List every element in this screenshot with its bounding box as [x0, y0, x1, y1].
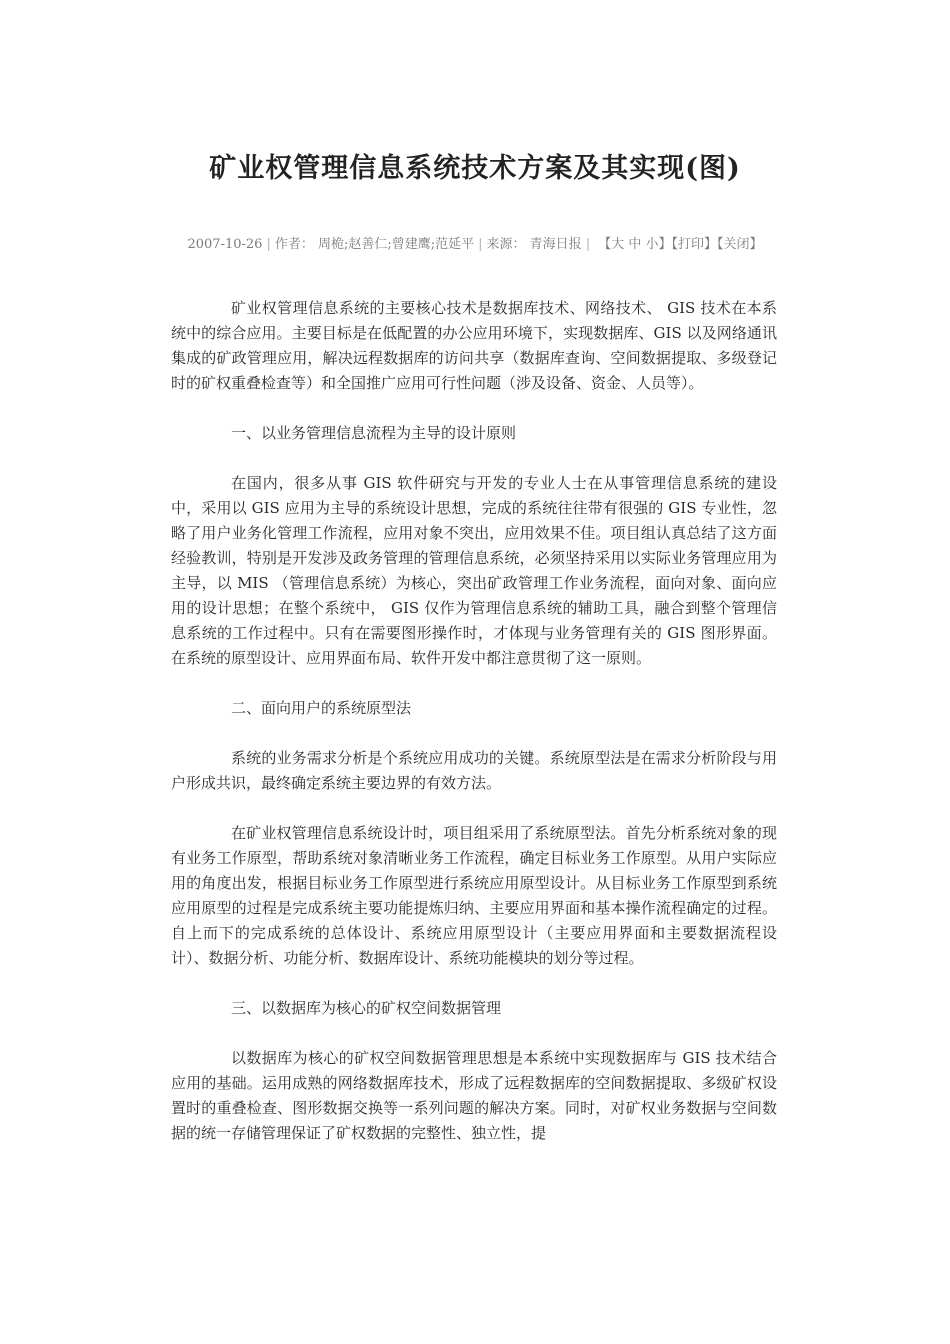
body-paragraph: 以数据库为核心的矿权空间数据管理思想是本系统中实现数据库与 GIS 技术结合应用的基础。运用成熟的网络数据库技术，形成了远程数据库的空间数据提取、多级矿权设置时的重叠检查、图形数据交换等一系列问题的解决方案。同时，对矿权业务数据与空间数据的统一存储管理保证了矿权数据的完整性、独立性，提 [171, 1049, 777, 1142]
author-label: 作者： [274, 237, 314, 252]
body-paragraph: 系统的业务需求分析是个系统应用成功的关键。系统原型法是在需求分析阶段与用户形成共识，最终确定系统主要边界的有效方法。 [171, 749, 777, 792]
source-label: 来源： [486, 237, 526, 252]
article-date: 2007-10-26 [187, 237, 263, 252]
font-size-control[interactable]: 【大 中 小】 [598, 237, 672, 252]
article-source: 青海日报 [529, 237, 582, 252]
meta-separator: | [585, 237, 591, 252]
close-link[interactable]: 【关闭】 [717, 237, 763, 252]
article-authors: 周桅;赵善仁;曾建鹰;范延平 [317, 237, 475, 252]
print-link[interactable]: 【打印】 [671, 237, 717, 252]
body-paragraph: 矿业权管理信息系统的主要核心技术是数据库技术、网络技术、 GIS 技术在本系统中的综合应用。主要目标是在低配置的办公应用环境下，实现数据库、GIS 以及网络通讯集成的矿政管理应用，解决远程数据库的访问共享（数据库查询、空间数据提取、多级登记时的矿权重叠检查等）和全国推广应用可行性问题（涉及设备、资金、人员等）。 [171, 299, 777, 392]
article-title: 矿业权管理信息系统技术方案及其实现(图) [209, 153, 741, 184]
section-heading: 一、以业务管理信息流程为主导的设计原则 [231, 424, 517, 442]
meta-separator: | [266, 237, 271, 252]
body-paragraph: 在矿业权管理信息系统设计时，项目组采用了系统原型法。首先分析系统对象的现有业务工作原型，帮助系统对象清晰业务工作流程，确定目标业务工作原型。从用户实际应用的角度出发，根据目标业务工作原型进行系统应用原型设计。从目标业务工作原型到系统应用原型的过程是完成系统主要功能提炼归纳、主要应用界面和基本操作流程确定的过程。自上而下的完成系统的总体设计、系统应用原型设计（主要应用界面和主要数据流程设计）、数据分析、功能分析、数据库设计、系统功能模块的划分等过程。 [171, 824, 777, 967]
meta-separator: | [478, 237, 483, 252]
article-body [171, 296, 777, 1171]
article-meta [140, 232, 810, 258]
body-paragraph: 在国内，很多从事 GIS 软件研究与开发的专业人士在从事管理信息系统的建设中，采用以 GIS 应用为主导的系统设计思想，完成的系统往往带有很强的 GIS 专业性，忽略了用户业务化管理工作流程，应用对象不突出，应用效果不佳。项目组认真总结了这方面经验教训，特别是开发涉及政务管理的管理信息系统，必须坚持采用以实际业务管理应用为主导，以 MIS （管理信息系统）为核心，突出矿政管理工作业务流程，面向对象、面向应用的设计思想；在整个系统中， GIS 仅作为管理信息系统的辅助工具，融合到整个管理信息系统的工作过程中。只有在需要图形操作时，才体现与业务管理有关的 GIS 图形界面。在系统的原型设计、应用界面布局、软件开发中都注意贯彻了这一原则。 [171, 474, 777, 667]
section-heading: 三、以数据库为核心的矿权空间数据管理 [231, 999, 502, 1017]
section-heading: 二、面向用户的系统原型法 [231, 699, 412, 717]
